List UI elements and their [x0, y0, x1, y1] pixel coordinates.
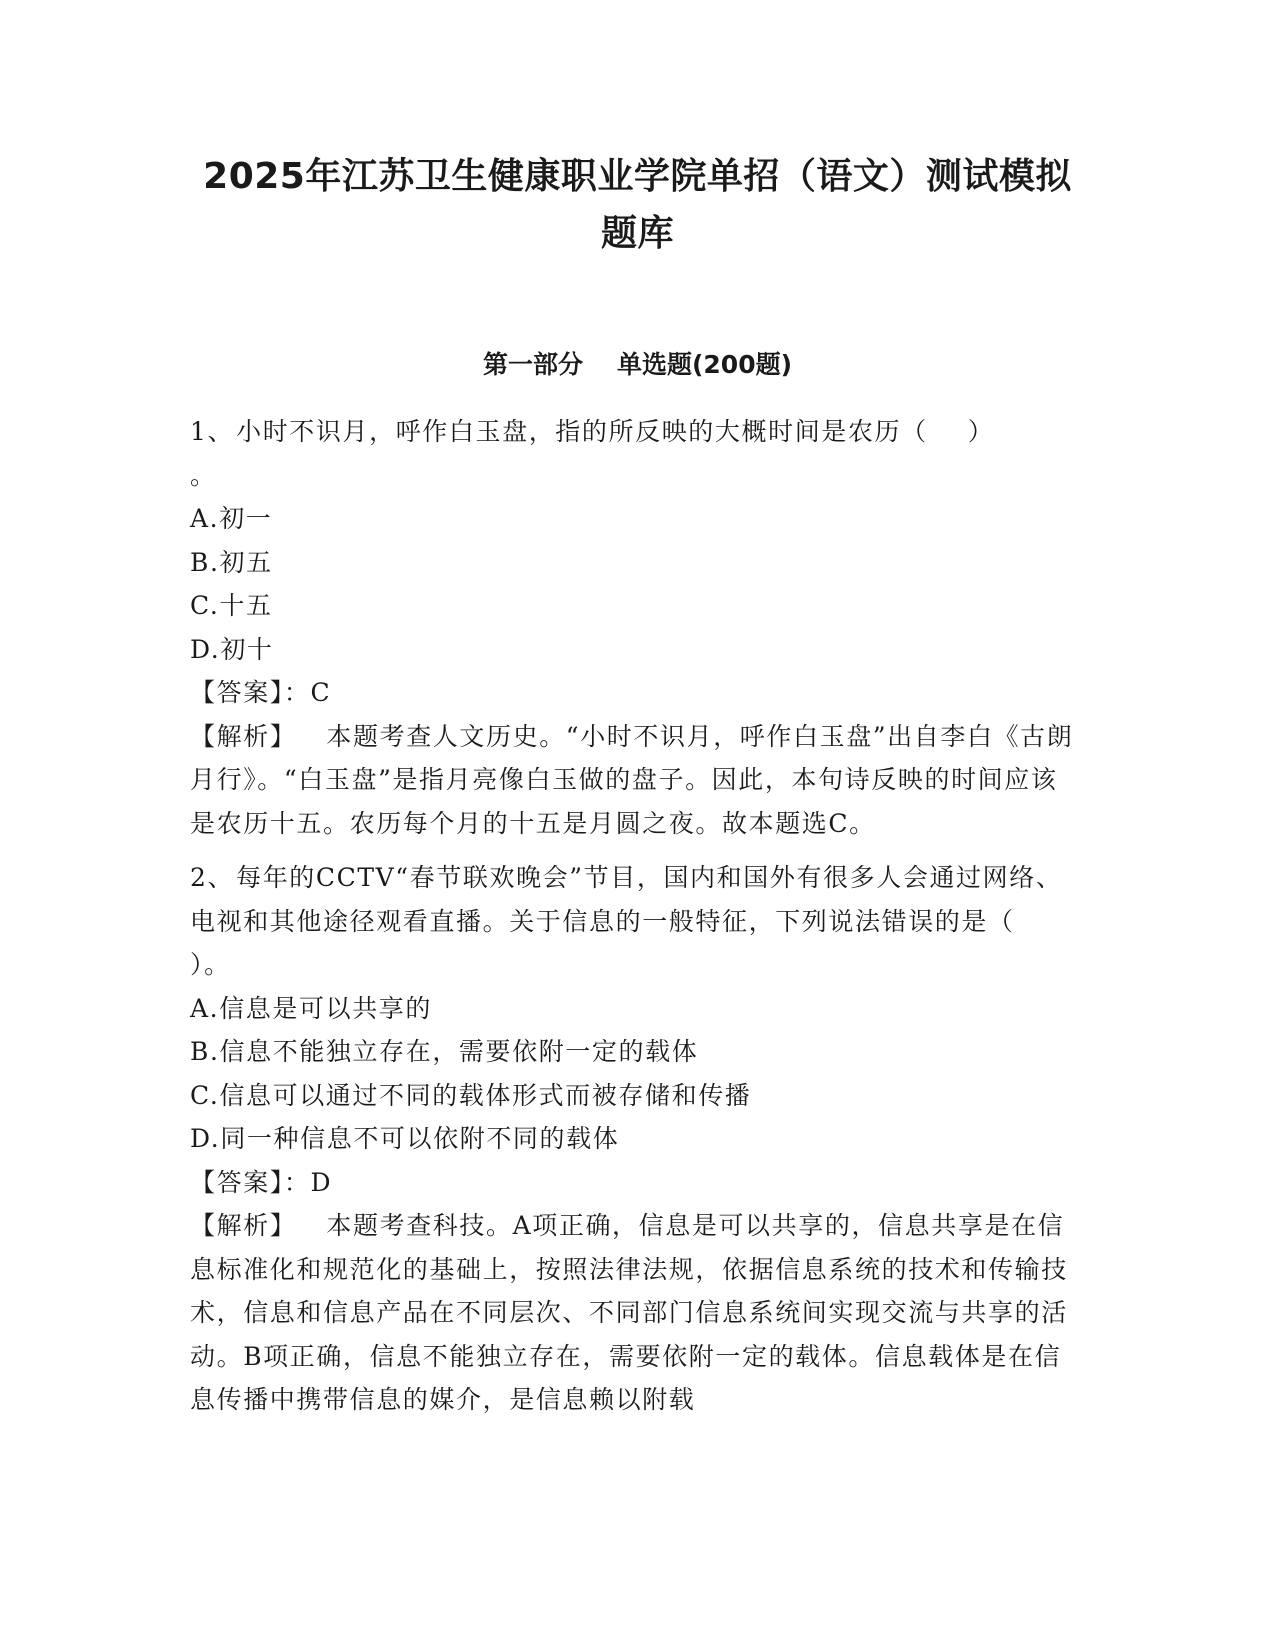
question-1-stem-tail: 。 — [190, 460, 217, 490]
option-label: D. — [190, 1124, 221, 1153]
question-1 — [190, 410, 1080, 845]
document-title-line-1: 2025年江苏卫生健康职业学院单招（语文）测试模拟 — [203, 156, 1072, 197]
answer-label: 【答案】： — [190, 1167, 311, 1197]
option-text: 初一 — [219, 504, 273, 533]
question-2-option-c — [190, 1074, 1080, 1118]
question-1-stem — [190, 410, 1080, 497]
section-heading — [170, 347, 1105, 383]
option-label: B. — [190, 1037, 220, 1066]
analysis-text: 本题考查人文历史。“小时不识月，呼作白玉盘”出自李白《古朗月行》。“白玉盘”是指月亮像白玉做的盘子。因此，本句诗反映的时间应该是农历十五。农历每个月的十五是月圆之夜。故本题选C。 — [190, 721, 1074, 838]
question-1-number: 1、 — [190, 417, 235, 446]
option-text: 信息不能独立存在，需要依附一定的载体 — [219, 1037, 699, 1066]
question-2-option-a — [190, 987, 1080, 1031]
question-2-option-b — [190, 1030, 1080, 1074]
question-1-answer — [190, 671, 1080, 715]
option-text: 十五 — [219, 591, 273, 620]
question-1-analysis — [190, 715, 1080, 846]
question-1-option-b — [190, 541, 1080, 585]
question-2-option-d — [190, 1117, 1080, 1161]
question-2-number: 2、 — [190, 863, 235, 892]
document-title — [170, 148, 1105, 262]
analysis-label: 【解析】 — [190, 721, 297, 751]
question-1-option-c — [190, 584, 1080, 628]
option-text: 同一种信息不可以依附不同的载体 — [220, 1124, 620, 1153]
section-name-label: 单选题(200题) — [616, 350, 793, 379]
answer-value: C — [310, 678, 332, 707]
document-title-line-2: 题库 — [600, 213, 674, 254]
option-text: 信息是可以共享的 — [219, 993, 433, 1023]
question-2-analysis — [190, 1204, 1080, 1422]
option-label: C. — [190, 591, 220, 620]
option-text: 初十 — [220, 634, 274, 664]
question-2-answer — [190, 1161, 1080, 1205]
option-text: 初五 — [219, 547, 273, 577]
option-label: C. — [190, 1080, 220, 1110]
question-1-stem-close: ） — [967, 417, 995, 446]
question-2-stem-text: 每年的CCTV“春节联欢晚会”节目，国内和国外有很多人会通过网络、电视和其他途径观看直播。关于信息的一般特征，下列说法错误的是（ — [190, 863, 1063, 936]
answer-label: 【答案】： — [190, 678, 311, 707]
question-2-stem-close: ） — [190, 950, 205, 979]
option-text: 信息可以通过不同的载体形式而被存储和传播 — [219, 1080, 752, 1110]
question-2-stem-tail: 。 — [204, 950, 231, 979]
option-label: D. — [190, 634, 221, 664]
option-label: B. — [190, 547, 220, 577]
question-2-stem — [190, 856, 1080, 987]
question-1-option-a — [190, 497, 1080, 541]
option-label: A. — [190, 504, 220, 533]
analysis-text: 本题考查科技。A项正确，信息是可以共享的，信息共享是在信息标准化和规范化的基础上，按照法律法规，依据信息系统的技术和传输技术，信息和信息产品在不同层次、不同部门信息系统间实现交流与共享的活动。B项正确，信息不能独立存在，需要依附一定的载体。信息载体是在信息传播中携带信息的媒介，是信息赖以附载 — [190, 1211, 1068, 1414]
question-list — [190, 410, 1080, 1433]
answer-value: D — [310, 1167, 333, 1197]
question-2 — [190, 856, 1080, 1422]
question-1-stem-text: 小时不识月，呼作白玉盘，指的所反映的大概时间是农历（ — [236, 417, 928, 446]
section-part-label: 第一部分 — [482, 350, 583, 379]
analysis-label: 【解析】 — [190, 1211, 297, 1240]
question-1-option-d — [190, 628, 1080, 672]
option-label: A. — [190, 993, 220, 1023]
